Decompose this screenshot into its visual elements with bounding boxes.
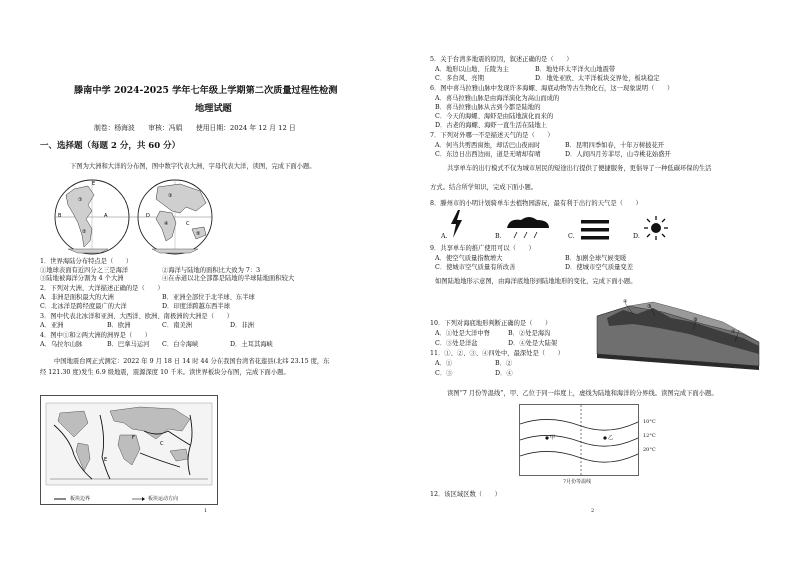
- q9-option-b: B．加剧全球气候变暖: [565, 255, 627, 262]
- question-3: 3．图中代表北冰洋和亚洲、大西洋、欧洲、南极洲的大洲是（ ）: [40, 313, 233, 320]
- q10-option-c: C．③处是洋盆: [435, 340, 478, 347]
- q7-option-d: D．人间四月芳菲尽，山寺桃花始盛开: [565, 151, 671, 158]
- q2-option-a: A．非洲是面积最大的大洲: [40, 294, 114, 301]
- intro-bike-2: 方式。结合所学知识，完成下面小题。: [430, 184, 538, 191]
- question-12: 12．该区域区数（ ）: [430, 491, 501, 498]
- q3-option-a: A．亚洲: [40, 322, 64, 329]
- question-5: 5．关于台湾多地震的原因，叙述正确的是（ ）: [430, 56, 573, 63]
- q6-option-a: A．喜马拉雅山脉是由海洋演化为高山而成的: [435, 95, 560, 102]
- q10-option-d: D．④处是大陆架: [508, 340, 558, 347]
- q5-option-d: D．地处亚欧、太平洋板块交界处，板块稳定: [535, 75, 660, 82]
- q7-option-a: A．何当共剪西窗烛，却话巴山夜雨时: [435, 142, 541, 149]
- exam-subtitle: 地理试题: [195, 103, 232, 114]
- q2-option-d: D．印度洋跨越东西半球: [162, 303, 231, 310]
- q5-option-c: C．多台风、亮期: [435, 75, 484, 82]
- sun-icon: [644, 216, 668, 240]
- q3-option-d: D．非洲: [230, 322, 254, 329]
- q9-option-c: C．使城市空气质量有所改善: [435, 264, 516, 271]
- q5-option-b: B．地处环太平洋火山地震带: [535, 66, 616, 73]
- q8-option-c: C.: [568, 233, 575, 240]
- fog-icon: [581, 220, 609, 240]
- svg-text:④: ④: [164, 221, 169, 227]
- intro-isotherm: 读图“7 月份等温线”，甲、乙位于同一纬度上，虚线为陆地和海洋的分界线。读图完成下面小题。: [447, 390, 718, 397]
- question-6: 6．图中喜马拉雅山脉中发现许多海螺、海底动物等古生物化石，这一现象说明（ ）: [430, 85, 674, 92]
- q3-option-c: C．南美洲: [162, 322, 193, 329]
- isotherm-caption: 7月份等温线: [563, 479, 592, 485]
- terrain-label-3: ③: [647, 304, 652, 310]
- svg-text:⑤: ⑤: [196, 231, 201, 237]
- svg-text:E: E: [104, 457, 108, 463]
- q4-option-c: C．白令海峡: [162, 341, 199, 348]
- svg-text:③: ③: [168, 193, 173, 199]
- cloud-rain-icon: [503, 216, 553, 240]
- svg-text:C: C: [186, 221, 190, 227]
- isotherm-diagram: [519, 404, 639, 476]
- question-1: 1．世界海陆分布特点是（ ）: [40, 258, 133, 265]
- svg-text:E: E: [92, 181, 96, 187]
- svg-text:D: D: [146, 213, 150, 219]
- q7-option-b: B．昆明四季如春，十年万树披花开: [565, 142, 665, 149]
- page-number: 2: [591, 508, 595, 514]
- q2-option-c: C．北冰洋是跨经度最广的大洋: [40, 303, 127, 310]
- world-hemispheres-map: [48, 177, 220, 257]
- isotherm-label-12: 12°C: [643, 433, 656, 439]
- terrain-label-4: ④: [623, 299, 628, 305]
- section-heading: 一、选择题（每题 2 分，共 60 分）: [40, 141, 181, 151]
- q9-option-a: A．使空气质量指数增大: [435, 255, 503, 262]
- svg-text:C: C: [160, 441, 164, 447]
- intro-earthquake-2: 经 121.30 度)发生 6.9 级地震，震源深度 10 千米。读世界板块分布图，完成下面小题。: [40, 369, 290, 376]
- intro-text: 下图为大洲和大洋的分布图，图中数字代表大洲，字母代表大洋，读图，完成下面小题。: [70, 163, 316, 170]
- isotherm-label-10: 10°C: [643, 419, 656, 425]
- question-4: 4．图中①和②两大洲的洲界是（ ）: [40, 332, 152, 339]
- q11-option-a: A．①: [435, 360, 453, 367]
- q1-option-1: ①地球表面有近四分之三是海洋: [40, 267, 129, 274]
- svg-text:①: ①: [78, 197, 83, 203]
- intro-terrain: 如图陆地地形示意图，由海洋底地形到陆地地形的变化，完成下面小题。: [435, 278, 637, 285]
- map-legend-direction: 板块运动方向: [148, 496, 179, 502]
- question-7: 7．下列对外哪一不是描述天气的是（ ）: [430, 132, 554, 139]
- q4-option-d: D．土耳其海峡: [230, 341, 273, 348]
- svg-text:A: A: [104, 213, 108, 219]
- q8-option-d: D.: [633, 233, 640, 240]
- q10-option-b: B．②处是海沟: [508, 330, 551, 337]
- q1-option-4: ④在赤道以北全部都是陆地的半球陆地面积较大: [162, 275, 295, 282]
- exam-meta: 制卷：杨海波 审核：冯娟 使用日期：2024 年 12 月 12 日: [94, 124, 296, 132]
- q8-option-b: B.: [495, 233, 502, 240]
- q6-option-c: C．今天的海螺、海虾是由陆地演化而来的: [435, 113, 554, 120]
- q10-option-a: A．①处是大洋中脊: [435, 330, 490, 337]
- lightning-icon: [449, 210, 463, 238]
- isotherm-point-yi: 乙: [608, 435, 614, 441]
- terrain-label-1: ①: [731, 329, 736, 335]
- q5-option-a: A．地形以山地、丘陵为主: [435, 66, 509, 73]
- intro-earthquake-1: 中国地震台网正式测定：2022 年 9 月 18 日 14 时 44 分在我国台湾省花莲县(北纬 23.15 度，东: [54, 358, 330, 365]
- q6-option-b: B．喜马拉雅山脉从古到今都是陆地的: [435, 104, 541, 111]
- svg-text:F: F: [132, 435, 135, 441]
- q6-option-d: D．古老的海螺、海虾一直生活在陆地上: [435, 122, 548, 129]
- world-plates-map: [40, 395, 218, 505]
- q1-option-3: ③陆地被海洋分割为 4 个大洲: [40, 275, 124, 282]
- q3-option-b: B．欧洲: [107, 322, 131, 329]
- page-number: 1: [204, 508, 208, 514]
- svg-text:B: B: [58, 213, 62, 219]
- isotherm-point-jia: 甲: [550, 435, 556, 441]
- map-legend-boundary: 板块边界: [70, 496, 91, 502]
- exam-title: 滕南中学 2024-2025 学年七年级上学期第二次质量过程性检测: [74, 85, 338, 96]
- svg-text:②: ②: [82, 229, 87, 235]
- question-10: 10．下列对海底地形判断正确的是（ ）: [430, 320, 552, 327]
- q4-option-a: A．乌拉尔山脉: [40, 341, 83, 348]
- q8-option-a: A.: [441, 233, 448, 240]
- question-8: 8．滕州市的小明计划骑单车去植物园游玩，最有利于出行的天气是（ ）: [430, 200, 642, 207]
- terrain-label-2: ②: [693, 317, 698, 323]
- question-11: 11．①、②、③、④四处中，最深处是（ ）: [430, 350, 564, 357]
- ocean-floor-diagram: [593, 294, 763, 372]
- question-9: 9．共享单车的推广使用可以（ ）: [430, 245, 535, 252]
- isotherm-label-20: 20°C: [643, 447, 656, 453]
- q4-option-b: B．巴拿马运河: [107, 341, 150, 348]
- q11-option-d: D．④: [495, 370, 513, 377]
- q11-option-b: B．②: [495, 360, 513, 367]
- question-2: 2．下列对大洲、大洋描述正确的是（ ）: [40, 285, 164, 292]
- q11-option-c: C．③: [435, 370, 453, 377]
- q1-option-2: ②海洋与陆地的面积比大致为 7：3: [162, 267, 261, 274]
- intro-bike-1: 共享单车的出行模式不仅为城市居民的短途出行提供了便捷服务，更倡导了一种低碳环保的生活: [447, 165, 712, 172]
- q7-option-c: C．东边日出西边雨，道是无晴却有晴: [435, 151, 541, 158]
- q2-option-b: B．亚洲全部位于北半球、东半球: [162, 294, 255, 301]
- q9-option-d: D．使城市空气质量变差: [565, 264, 634, 271]
- right-page: [397, 0, 794, 561]
